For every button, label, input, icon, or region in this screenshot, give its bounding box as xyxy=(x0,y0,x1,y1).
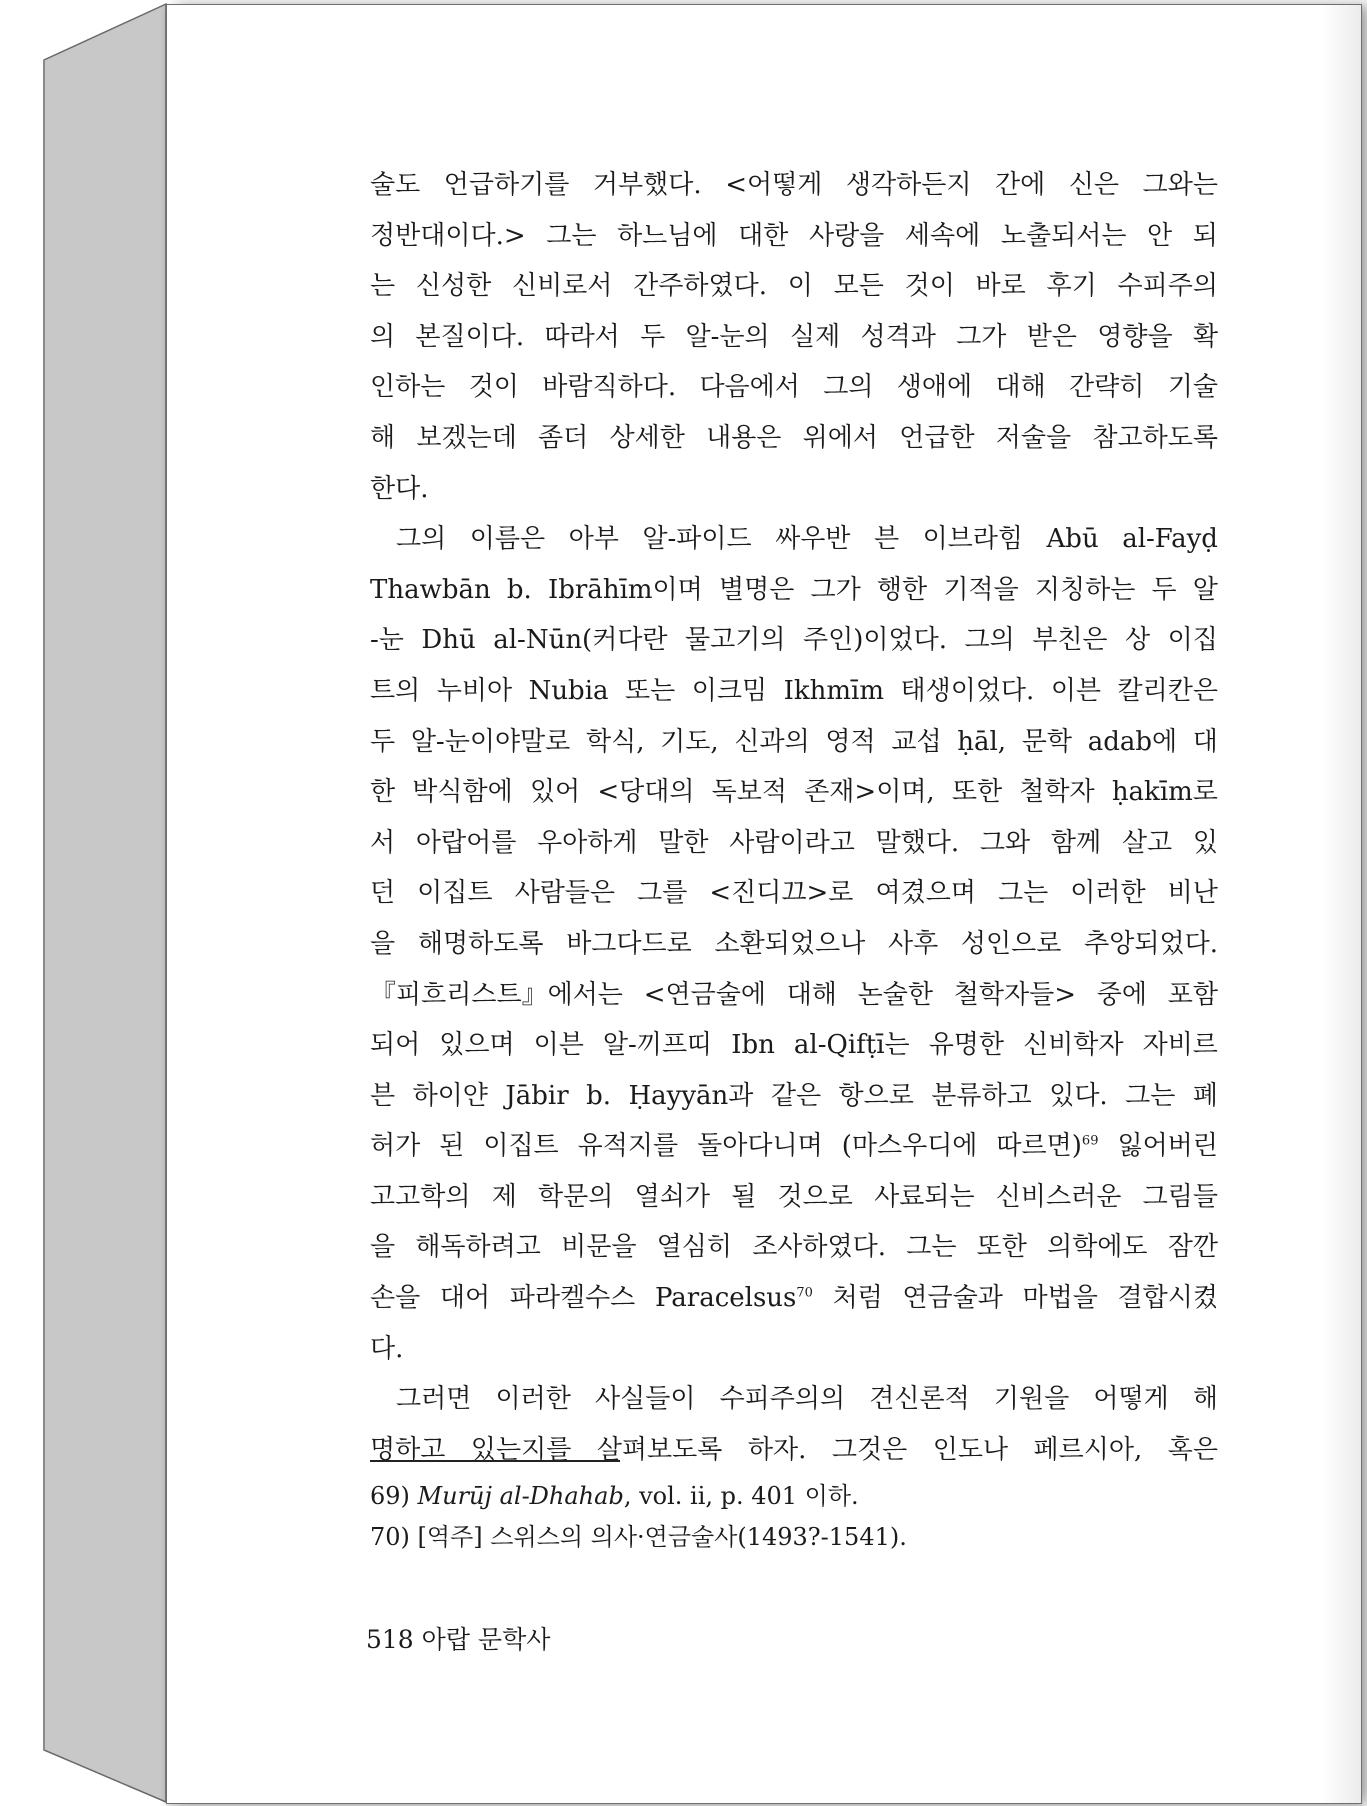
word: 연금술과 xyxy=(902,1283,1003,1314)
word: 이러한 xyxy=(1070,878,1146,909)
word: al-Nūn(커다란 xyxy=(493,625,668,656)
word: 철학자 xyxy=(1019,777,1095,808)
text-line xyxy=(370,413,1218,464)
word: 견신론적 xyxy=(869,1384,970,1415)
word: 인하는 xyxy=(370,372,446,403)
word: 중에 xyxy=(1096,979,1148,1010)
word: 한 xyxy=(370,777,396,808)
word: 그의 xyxy=(370,524,447,555)
word: 처럼 xyxy=(832,1283,883,1314)
text-line xyxy=(370,1222,1218,1273)
word: 것이 xyxy=(904,271,955,302)
text-line xyxy=(370,1273,1218,1324)
word: 신은 xyxy=(1068,170,1120,200)
word: 사후 xyxy=(887,928,939,959)
word: 있다. xyxy=(1049,1080,1108,1111)
word: 그러면 xyxy=(370,1384,472,1415)
text-line xyxy=(370,868,1218,919)
word: 알-파이드 xyxy=(642,524,752,555)
footnote-text: , vol. ii, p. 401 이하. xyxy=(623,1482,859,1510)
footnote-number: 69) xyxy=(370,1482,410,1510)
word: 싸우반 xyxy=(775,524,851,555)
word: 함께 xyxy=(1050,827,1102,858)
word: 사료되는 xyxy=(874,1181,975,1212)
word: 페르시아, xyxy=(1033,1434,1143,1465)
word: 간주하였다. xyxy=(633,271,768,302)
word: 저술을 xyxy=(995,422,1072,453)
word: 또한 xyxy=(951,777,1003,808)
word: 손을 xyxy=(370,1283,421,1314)
word: Paracelsus xyxy=(654,1283,797,1314)
word: <연금술에 xyxy=(643,979,766,1010)
word: 이븐 xyxy=(533,1030,584,1061)
text-line xyxy=(370,1324,1218,1375)
word: 추앙되었다. xyxy=(1084,928,1218,959)
word: 있어 xyxy=(529,777,581,808)
word: 성인으로 xyxy=(960,928,1062,959)
word: 대어 xyxy=(439,1283,491,1314)
page-edge-shading xyxy=(1321,5,1361,1803)
word: 누비아 xyxy=(436,675,513,706)
word: 븐 xyxy=(873,524,900,555)
word: 이름은 xyxy=(469,524,546,555)
word-with-note xyxy=(655,1273,813,1324)
word: 행한 xyxy=(876,574,928,605)
word: 을 xyxy=(370,1232,396,1263)
word: 박식함에 xyxy=(412,777,513,808)
word: 신비학자 xyxy=(1023,1030,1124,1061)
word: 실제 xyxy=(789,321,841,352)
word: 마법을 xyxy=(1022,1283,1098,1314)
word: 소환되었으나 xyxy=(714,928,866,959)
word: b. xyxy=(586,1080,612,1111)
word: 문학 xyxy=(1021,726,1072,757)
word: 간략히 xyxy=(1069,372,1145,403)
word: 본질이다. xyxy=(415,321,525,352)
word: 기원을 xyxy=(993,1384,1070,1415)
word: 기술 xyxy=(1167,372,1218,403)
word: Jābir xyxy=(505,1080,569,1111)
word: 같은 xyxy=(770,1080,822,1111)
word: 안 xyxy=(1147,220,1173,251)
word: <당대의 xyxy=(597,777,695,808)
word: 폐 xyxy=(1192,1080,1218,1111)
word: 잃어버린 xyxy=(1117,1131,1218,1162)
word: 분류하고 xyxy=(931,1080,1032,1111)
word: 상 xyxy=(1125,625,1151,656)
word: <어떻게 xyxy=(725,170,823,200)
footnote-divider xyxy=(370,1460,620,1462)
word: 칼리칸은 xyxy=(1117,675,1218,706)
word: 또는 xyxy=(625,675,676,706)
text-line xyxy=(370,666,1218,717)
word: 그는 xyxy=(546,220,597,251)
word: 학문의 xyxy=(538,1181,614,1212)
word: 열심히 xyxy=(656,1232,732,1263)
word: 알-눈이야말로 xyxy=(410,726,571,757)
page-number: 518 xyxy=(366,1625,414,1654)
word: 알-눈의 xyxy=(685,321,770,352)
text-line xyxy=(370,818,1218,869)
word: 그는 xyxy=(906,1232,957,1263)
word: 세속에 xyxy=(904,220,981,251)
word: 해 xyxy=(1192,1384,1218,1415)
word: 있는지를 xyxy=(470,1434,572,1465)
text-line xyxy=(370,211,1218,262)
word: 있 xyxy=(1192,827,1218,858)
word: 하느님에 xyxy=(617,220,718,251)
word: 그는 xyxy=(1125,1080,1176,1111)
word: 생애에 xyxy=(896,372,973,403)
word: 우아하게 xyxy=(537,827,638,858)
word: Ikhmīm xyxy=(783,675,884,706)
word: 내용은 xyxy=(706,422,782,453)
word-with-note xyxy=(996,1121,1098,1172)
word: 대해 xyxy=(786,979,837,1010)
word: 븐 xyxy=(370,1080,396,1111)
word: 던 xyxy=(370,878,396,909)
word: 있으며 xyxy=(439,1030,515,1061)
word: 언급하기를 xyxy=(443,170,570,200)
word: 말한 xyxy=(658,827,709,858)
word: 알-끼프띠 xyxy=(602,1030,713,1061)
word: 된 xyxy=(439,1131,465,1162)
footnote-number: 70) xyxy=(370,1523,410,1551)
word: 성격과 xyxy=(860,321,936,352)
text-line xyxy=(370,565,1218,616)
footnote-ref: 69 xyxy=(1081,1133,1099,1149)
word: 지칭하는 xyxy=(1034,574,1136,605)
footnote-text: [역주] 스위스의 의사·연금술사(1493?-1541). xyxy=(417,1523,907,1551)
word: al-Qifṭī는 xyxy=(793,1030,910,1061)
word: 아부 xyxy=(568,524,619,555)
word: 술도 xyxy=(370,170,421,200)
word: 상세한 xyxy=(609,422,685,453)
footnote-69 xyxy=(370,1476,1218,1517)
word: 존재>이며, xyxy=(804,777,935,808)
word: Abū xyxy=(1046,524,1099,555)
word: -눈 xyxy=(370,625,404,656)
word: 이집 xyxy=(1167,625,1218,656)
word: 비문을 xyxy=(561,1232,637,1263)
word: b. xyxy=(506,574,532,605)
text-line xyxy=(370,1020,1218,1071)
word: 참고하도록 xyxy=(1092,422,1218,453)
word: 인도나 xyxy=(932,1434,1009,1465)
word: 잠깐 xyxy=(1167,1232,1218,1263)
footnote-70 xyxy=(370,1517,1218,1558)
word: 것으로 xyxy=(777,1181,853,1212)
word: 하자. xyxy=(747,1434,807,1465)
word: (마스우디에 xyxy=(841,1131,978,1162)
word: 노출되서는 xyxy=(1000,220,1127,251)
text-line xyxy=(370,1071,1218,1122)
word: 트의 xyxy=(370,675,421,706)
word: Nubia xyxy=(528,675,609,706)
word: 태생이었다. xyxy=(900,675,1035,706)
word: 해 xyxy=(370,422,396,453)
word: Thawbān xyxy=(370,574,491,605)
word: 될 xyxy=(731,1181,757,1212)
word: 그것은 xyxy=(831,1434,908,1465)
word: 별명은 xyxy=(718,574,795,605)
text-line xyxy=(370,160,1218,211)
word: 생각하든지 xyxy=(845,170,972,200)
word: 의 xyxy=(370,321,396,352)
word: 다. xyxy=(370,1333,404,1364)
word: <진디끄>로 xyxy=(709,878,854,909)
word: 그와 xyxy=(979,827,1031,858)
text-line xyxy=(370,615,1218,666)
word: 의학에도 xyxy=(1047,1232,1148,1263)
footnotes xyxy=(370,1476,1218,1558)
word: 두 xyxy=(370,726,396,757)
word: 바로 xyxy=(975,271,1026,302)
word: 자비르 xyxy=(1142,1030,1218,1061)
word: 제 xyxy=(491,1181,517,1212)
word: 그가 xyxy=(810,574,861,605)
word: 사람이라고 xyxy=(729,827,855,858)
text-line xyxy=(370,1425,1218,1476)
word: 말했다. xyxy=(875,827,960,858)
word: 주인)이었다. xyxy=(803,625,947,656)
word: 논술한 xyxy=(857,979,934,1010)
word: Dhū xyxy=(421,625,476,656)
text-line xyxy=(370,717,1218,768)
word: 영향을 xyxy=(1097,321,1173,352)
book-spine-side xyxy=(0,0,170,1806)
word: 살고 xyxy=(1121,827,1173,858)
word: adab에 xyxy=(1087,726,1178,757)
word: 두 xyxy=(1151,574,1177,605)
word: 어떻게 xyxy=(1093,1384,1169,1415)
word: 그는 xyxy=(997,878,1049,909)
word: ḥāl, xyxy=(957,726,1007,757)
word: 아랍어를 xyxy=(415,827,517,858)
text-line xyxy=(370,1374,1218,1425)
word: 비난 xyxy=(1167,878,1218,909)
word: 고고학의 xyxy=(370,1181,471,1212)
word: 언급한 xyxy=(899,422,975,453)
word: 다음에서 xyxy=(699,372,800,403)
word: 파라켈수스 xyxy=(509,1283,636,1314)
word: 학식, xyxy=(585,726,645,757)
word: 두 xyxy=(640,321,666,352)
word: 모든 xyxy=(833,271,884,302)
word: 신성한 xyxy=(415,271,492,302)
word: 조사하였다. xyxy=(752,1232,887,1263)
footnote-ref: 70 xyxy=(796,1285,813,1301)
text-line xyxy=(370,514,1218,565)
word: 신과의 xyxy=(734,726,810,757)
word: 한다. xyxy=(370,473,429,504)
text-line xyxy=(370,261,1218,312)
word: 확 xyxy=(1192,321,1218,352)
word: 이브라힘 xyxy=(922,524,1024,555)
word: 따르면) xyxy=(996,1131,1082,1162)
word: 위에서 xyxy=(802,422,878,453)
word: 이크밈 xyxy=(691,675,768,706)
word: 것이 xyxy=(468,372,519,403)
word: 되어 xyxy=(370,1030,421,1061)
word: 그의 xyxy=(964,625,1015,656)
word: Ḥayyān과 xyxy=(628,1080,754,1111)
word: 그가 xyxy=(956,321,1007,352)
word: 바그다드로 xyxy=(566,928,692,959)
word: Ibrāhīm이며 xyxy=(548,574,703,605)
word: 이러한 xyxy=(495,1384,571,1415)
word: 유명한 xyxy=(928,1030,1005,1061)
word: 좀더 xyxy=(538,422,589,453)
text-line xyxy=(370,1121,1218,1172)
word: 사실들이 xyxy=(594,1384,696,1415)
word: 허가 xyxy=(370,1131,421,1162)
word: 받은 xyxy=(1026,321,1077,352)
word: 이집트 xyxy=(483,1131,559,1162)
word: 그의 xyxy=(823,372,874,403)
word: 는 xyxy=(370,271,396,302)
word: 대 xyxy=(1192,726,1218,757)
word: 명하고 xyxy=(370,1434,446,1465)
word: 정반대이다.> xyxy=(370,220,526,251)
word: 신비스러운 xyxy=(995,1181,1122,1212)
text-line xyxy=(370,970,1218,1021)
word: 기도, xyxy=(660,726,719,757)
word: 물고기의 xyxy=(685,625,786,656)
word: 열쇠가 xyxy=(634,1181,710,1212)
word: 거부했다. xyxy=(592,170,702,200)
running-title: 아랍 문학사 xyxy=(421,1625,551,1654)
word: 해독하려고 xyxy=(415,1232,541,1263)
word: 수피주의의 xyxy=(719,1384,846,1415)
word: 교섭 xyxy=(891,726,942,757)
word: ḥakīm로 xyxy=(1111,777,1218,808)
word: 부친은 xyxy=(1032,625,1108,656)
word: 그와는 xyxy=(1142,170,1218,200)
word: 을 xyxy=(370,928,396,959)
word: 기적을 xyxy=(943,574,1019,605)
word: 신비로서 xyxy=(511,271,613,302)
page-folio xyxy=(366,1624,550,1656)
text-line xyxy=(370,312,1218,363)
text-line xyxy=(370,767,1218,818)
word: 따라서 xyxy=(544,321,620,352)
word: 서 xyxy=(370,827,396,858)
word: 유적지를 xyxy=(577,1131,679,1162)
footnote-book-title: Murūj al-Dhahab xyxy=(417,1482,624,1510)
word: 대한 xyxy=(738,220,789,251)
word: 결합시켰 xyxy=(1117,1283,1218,1314)
text-line xyxy=(370,362,1218,413)
word: 살펴보도록 xyxy=(596,1434,723,1465)
word: 혹은 xyxy=(1167,1434,1218,1465)
text-line xyxy=(370,464,1218,515)
word: 영적 xyxy=(825,726,876,757)
word: 되 xyxy=(1192,220,1218,251)
word: 후기 xyxy=(1046,271,1097,302)
word: 하이얀 xyxy=(412,1080,488,1111)
word: 보겠는데 xyxy=(416,422,517,453)
body-text xyxy=(370,160,1218,1475)
word: 그림들 xyxy=(1142,1181,1218,1212)
word: 또한 xyxy=(976,1232,1027,1263)
word: 『피흐리스트』에서는 xyxy=(370,979,623,1010)
word: 수피주의 xyxy=(1117,271,1218,302)
word: 해명하도록 xyxy=(417,928,544,959)
word: 사람들은 xyxy=(514,878,616,909)
word: Ibn xyxy=(731,1030,775,1061)
word: 항으로 xyxy=(838,1080,914,1111)
word: 알 xyxy=(1192,574,1218,605)
word: 포함 xyxy=(1167,979,1218,1010)
word: 그를 xyxy=(637,878,688,909)
word: 이집트 xyxy=(417,878,493,909)
text-line xyxy=(370,1172,1218,1223)
word: 이븐 xyxy=(1050,675,1102,706)
word: al-Fayḍ xyxy=(1122,524,1218,555)
word: 사랑을 xyxy=(808,220,885,251)
word: 이 xyxy=(787,271,813,302)
word: 바람직하다. xyxy=(542,372,677,403)
word: 독보적 xyxy=(711,777,788,808)
text-line xyxy=(370,919,1218,970)
word: 간에 xyxy=(995,170,1046,200)
word: 대해 xyxy=(995,372,1046,403)
word: 여겼으며 xyxy=(875,878,976,909)
word: 철학자들> xyxy=(953,979,1077,1010)
word: 돌아다니며 xyxy=(697,1131,823,1162)
